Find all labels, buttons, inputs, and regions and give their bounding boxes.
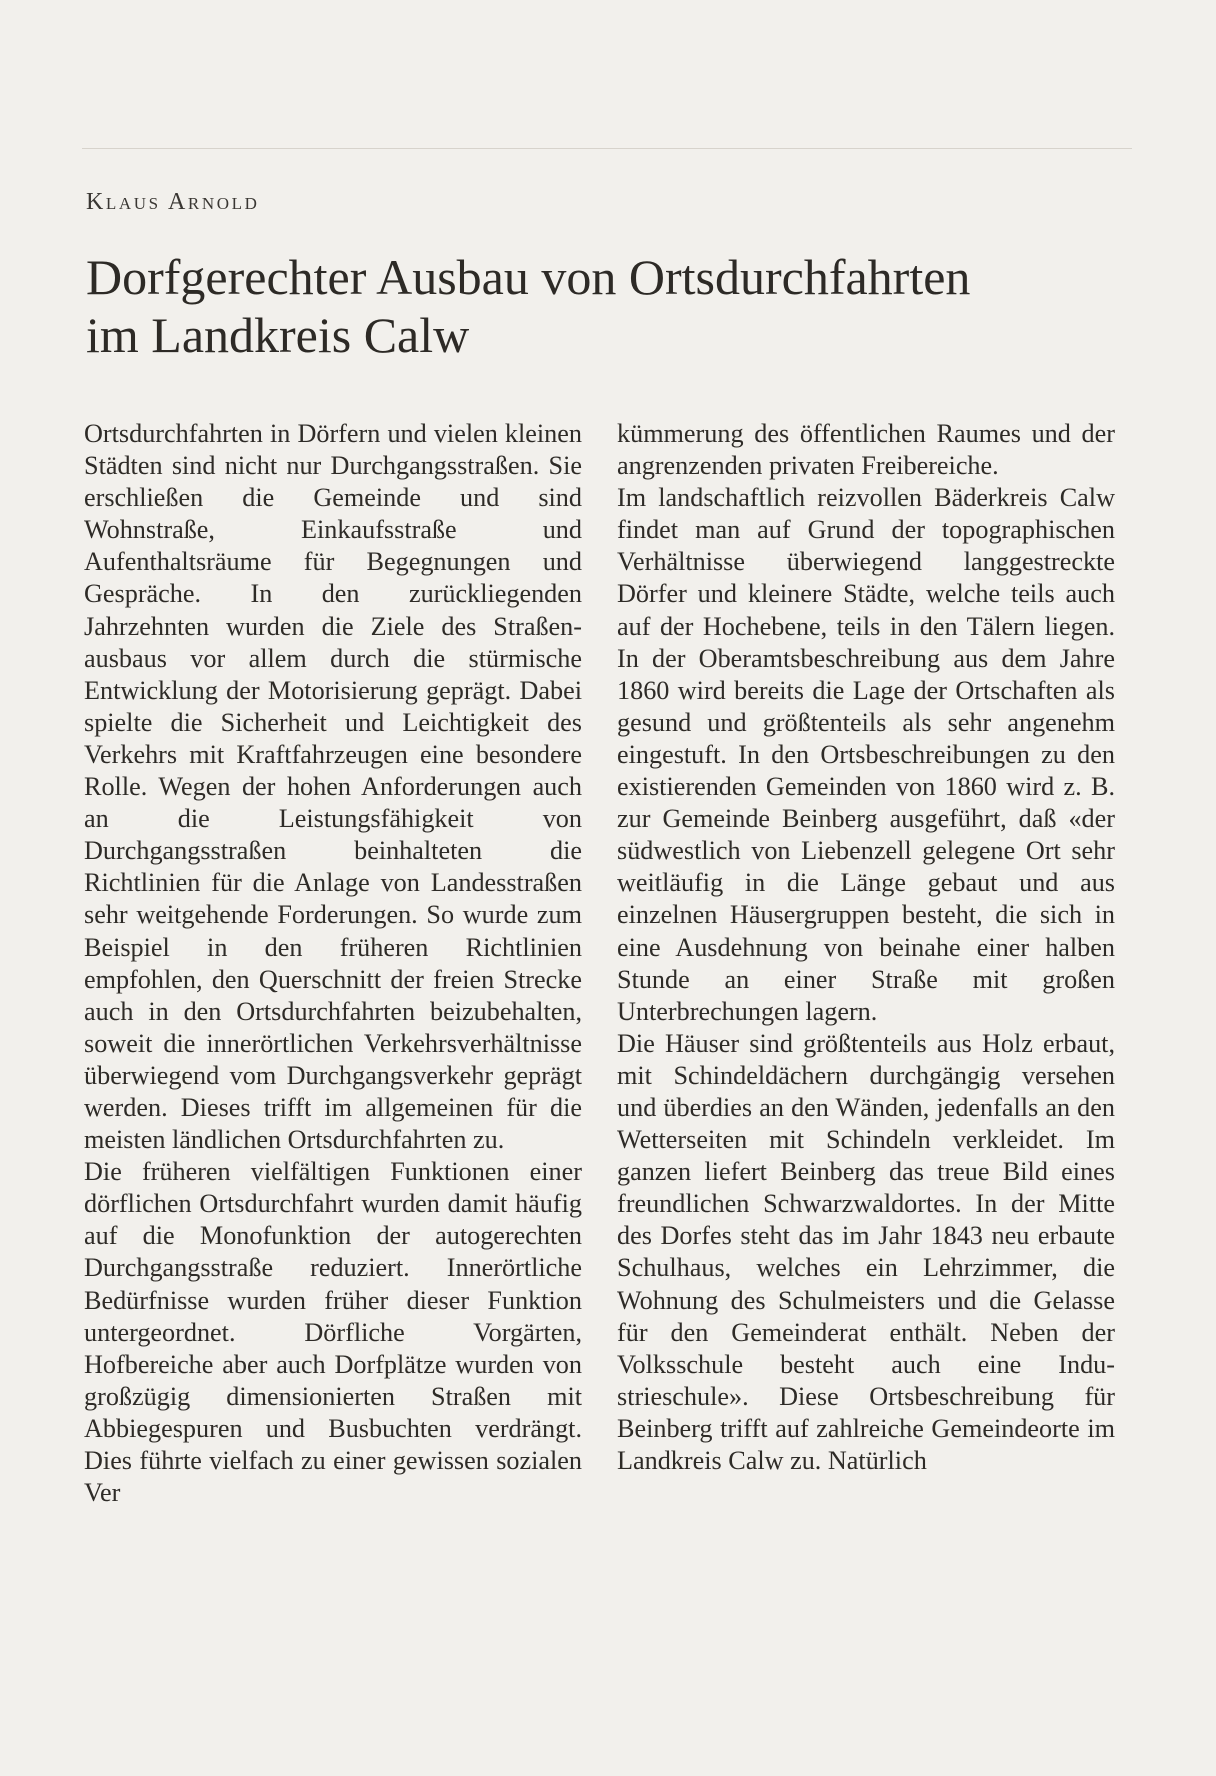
header-rule xyxy=(82,148,1132,149)
text-column-left xyxy=(84,418,582,1509)
article-title xyxy=(86,248,1166,364)
title-line-2: im Landkreis Calw xyxy=(86,307,470,363)
author-name: Klaus Arnold xyxy=(86,189,260,215)
paragraph: Die Häuser sind größtenteils aus Holz erbaut, mit Schindeldächern durchgängig versehen und überdies an den Wänden, jedenfalls an den Wetterseiten mit Schindeln verkleidet. Im ganzen liefert Beinberg das treue Bild eines freundlichen Schwarzwaldortes. In der Mitte des Dorfes steht das im Jahr 1843 neu erbaute Schulhaus, welches ein Lehrzimmer, die Wohnung des Schulmeisters und die Gelasse für den Gemeinderat enthält. Neben der Volksschule besteht auch eine Industrieschule». Diese Ortsbeschreibung für Beinberg trifft auf zahlreiche Gemeindeorte im Landkreis Calw zu. Natürlich xyxy=(617,1028,1115,1475)
paragraph: Ortsdurchfahrten in Dörfern und vielen kleinen Städten sind nicht nur Durchgangsstraßen. Sie erschließen die Gemeinde und sind Wohnstraße, Einkaufsstraße und Aufenthaltsräume für Begegnungen und Gespräche. In den zurückliegenden Jahrzehnten wurden die Ziele des Straßenausbaus vor allem durch die stürmische Entwicklung der Motorisierung geprägt. Dabei spielte die Sicherheit und Leichtigkeit des Verkehrs mit Kraftfahrzeugen eine besondere Rolle. Wegen der hohen Anforderungen auch an die Leistungsfähigkeit von Durchgangsstraßen beinhalteten die Richtlinien für die Anlage von Landesstraßen sehr weitgehende Forderungen. So wurde zum Beispiel in den früheren Richtlinien empfohlen, den Querschnitt der freien Strecke auch in den Ortsdurchfahrten beizubehalten, soweit die innerörtlichen Verkehrsverhältnisse überwiegend vom Durchgangsverkehr geprägt werden. Dieses trifft im allgemeinen für die meisten ländlichen Ortsdurchfahrten zu. xyxy=(84,419,582,1155)
title-line-1: Dorfgerechter Ausbau von Ortsdurchfahrten xyxy=(86,249,971,305)
paragraph: Im landschaftlich reizvollen Bäderkreis Calw findet man auf Grund der topographischen Verhältnisse überwiegend langgestreckte Dörfer und kleinere Städte, welche teils auch auf der Hochebene, teils in den Tälern liegen. In der Oberamtsbeschreibung aus dem Jahre 1860 wird bereits die Lage der Ortschaften als gesund und größtenteils als sehr angenehm eingestuft. In den Ortsbeschreibungen zu den existierenden Gemeinden von 1860 wird z. B. zur Gemeinde Beinberg ausgeführt, daß «der südwestlich von Liebenzell gelegene Ort sehr weitläufig in die Länge gebaut und aus einzelnen Häusergruppen besteht, die sich in eine Ausdehnung von beinahe einer halben Stunde an einer Straße mit großen Unterbrechungen lagern. xyxy=(617,483,1115,1026)
text-column-right xyxy=(617,418,1115,1477)
paragraph: Die früheren vielfältigen Funktionen einer dörflichen Ortsdurchfahrt wurden damit häufig auf die Monofunktion der autogerechten Durchgangsstraße reduziert. Innerörtliche Bedürfnisse wurden früher dieser Funktion untergeordnet. Dörfliche Vorgärten, Hofbereiche aber auch Dorfplätze wurden von großzügig dimensionierten Straßen mit Abbiegespuren und Busbuchten verdrängt. Dies führte vielfach zu einer gewissen sozialen Ver xyxy=(84,1157,582,1508)
paragraph: kümmerung des öffentlichen Raumes und der angrenzenden privaten Freibereiche. xyxy=(617,419,1115,481)
